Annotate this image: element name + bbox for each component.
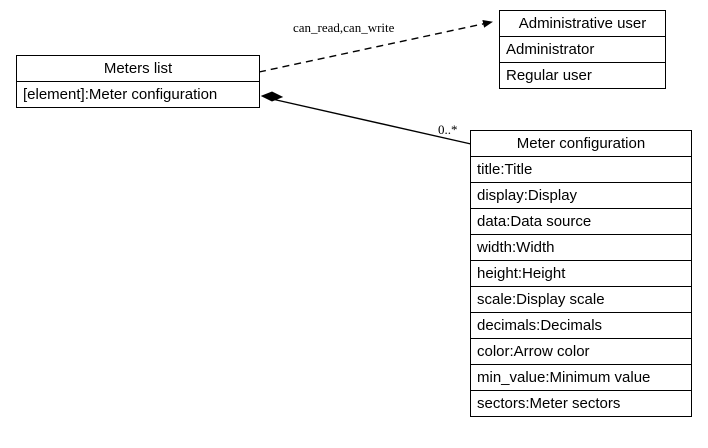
attribute-decimals: decimals:Decimals [471, 312, 691, 338]
attribute-data: data:Data source [471, 208, 691, 234]
attribute-scale: scale:Display scale [471, 286, 691, 312]
class-meters-list[interactable] [16, 55, 260, 108]
dependency-edge-label: can_read,can_write [293, 20, 395, 35]
attribute-display: display:Display [471, 182, 691, 208]
attribute-color: color:Arrow color [471, 338, 691, 364]
composition-edge-label: 0..* [438, 122, 458, 137]
class-meter-configuration[interactable] [470, 130, 692, 417]
class-meters-list-attribute: [element]:Meter configuration [17, 81, 259, 107]
attribute-height: height:Height [471, 260, 691, 286]
attribute-sectors: sectors:Meter sectors [471, 390, 691, 416]
class-administrative-user-title: Administrative user [518, 15, 647, 32]
attribute-title: title:Title [471, 156, 691, 182]
attribute-width: width:Width [471, 234, 691, 260]
class-administrative-user[interactable] [499, 10, 666, 89]
class-meter-configuration-title: Meter configuration [516, 135, 646, 152]
class-administrative-user-row-regular-user: Regular user [500, 62, 665, 88]
class-administrative-user-row-administrator: Administrator [500, 36, 665, 62]
attribute-min-value: min_value:Minimum value [471, 364, 691, 390]
composition-diamond [262, 92, 282, 101]
class-meters-list-title: Meters list [103, 60, 173, 77]
